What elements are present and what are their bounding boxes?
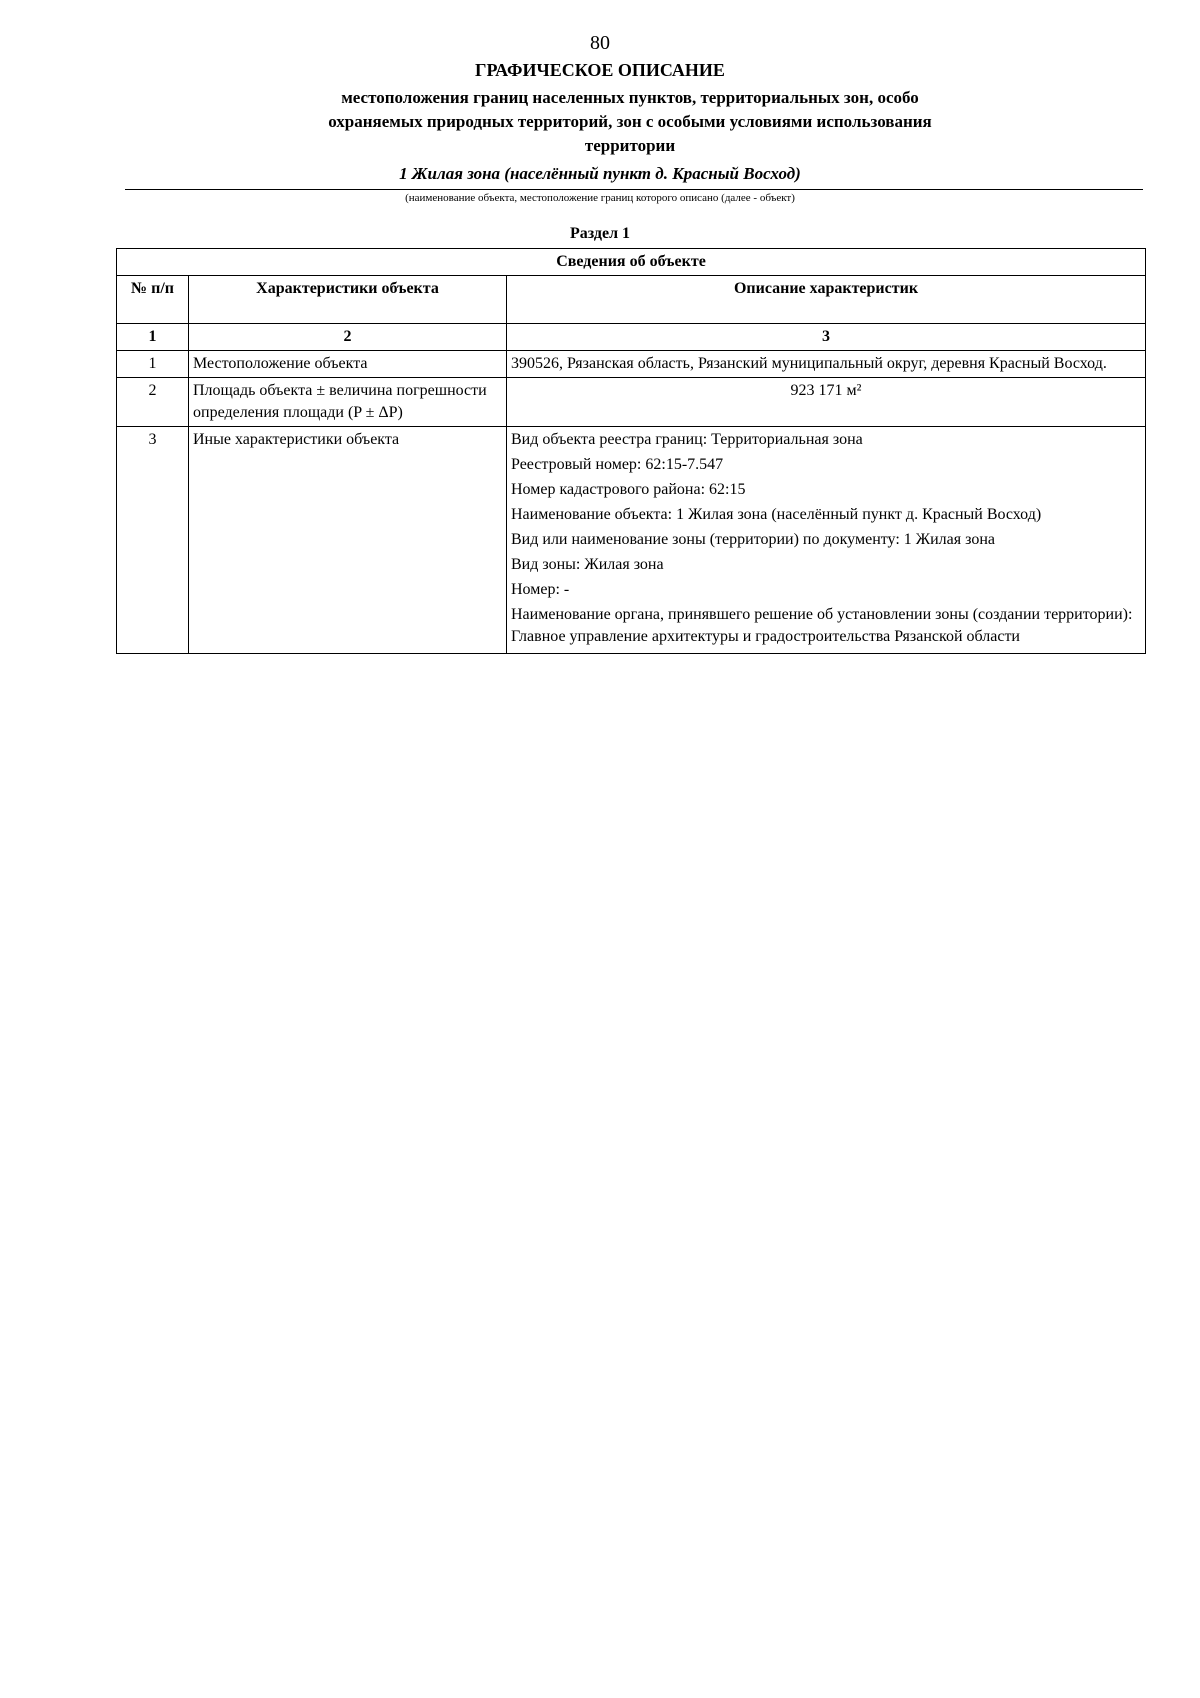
description-line: Наименование органа, принявшего решение об установлении зоны (создании территории): Главное управление архитектуры и градостроительства Рязанской области xyxy=(511,606,1133,645)
description-line: Реестровый номер: 62:15-7.547 xyxy=(511,456,724,473)
index-cell: 2 xyxy=(189,324,507,351)
row-characteristic: Площадь объекта ± величина погрешности определения площади (P ± ΔP) xyxy=(189,378,507,427)
page-number: 80 xyxy=(590,32,610,54)
document-subtitle: местоположения границ населенных пунктов, территориальных зон, особо охраняемых природных территорий, зон с особыми условиями использования территории xyxy=(328,88,932,155)
table-row xyxy=(117,378,1146,427)
row-description xyxy=(507,427,1146,654)
column-header-characteristic: Характеристики объекта xyxy=(189,276,507,324)
column-header-number: № п/п xyxy=(117,276,189,324)
row-number: 1 xyxy=(117,351,189,378)
table-row xyxy=(117,427,1146,654)
table-title-row xyxy=(117,249,1146,276)
row-description: 390526, Рязанская область, Рязанский муниципальный округ, деревня Красный Восход. xyxy=(507,351,1146,378)
index-cell: 3 xyxy=(507,324,1146,351)
table-title: Сведения об объекте xyxy=(117,249,1146,276)
row-description: 923 171 м² xyxy=(507,378,1146,427)
description-line: Номер: - xyxy=(511,581,570,598)
row-number: 2 xyxy=(117,378,189,427)
table-index-row xyxy=(117,324,1146,351)
description-line: Вид зоны: Жилая зона xyxy=(511,556,664,573)
index-cell: 1 xyxy=(117,324,189,351)
object-info-table xyxy=(116,248,1146,654)
description-line: Наименование объекта: 1 Жилая зона (населённый пункт д. Красный Восход) xyxy=(511,506,1042,523)
table-header-row xyxy=(117,276,1146,324)
divider-line xyxy=(125,189,1143,190)
section-title: Раздел 1 xyxy=(569,225,631,242)
description-line: Номер кадастрового района: 62:15 xyxy=(511,481,746,498)
row-number: 3 xyxy=(117,427,189,654)
row-characteristic: Иные характеристики объекта xyxy=(189,427,507,654)
table-row xyxy=(117,351,1146,378)
description-line: Вид объекта реестра границ: Территориальная зона xyxy=(511,431,863,448)
row-characteristic: Местоположение объекта xyxy=(189,351,507,378)
description-line: Вид или наименование зоны (территории) по документу: 1 Жилая зона xyxy=(511,531,996,548)
column-header-description: Описание характеристик xyxy=(507,276,1146,324)
object-name: 1 Жилая зона (населённый пункт д. Красный Восход) xyxy=(399,164,801,183)
object-name-caption: (наименование объекта, местоположение границ которого описано (далее - объект) xyxy=(405,192,795,204)
document-title: ГРАФИЧЕСКОЕ ОПИСАНИЕ xyxy=(475,60,725,80)
